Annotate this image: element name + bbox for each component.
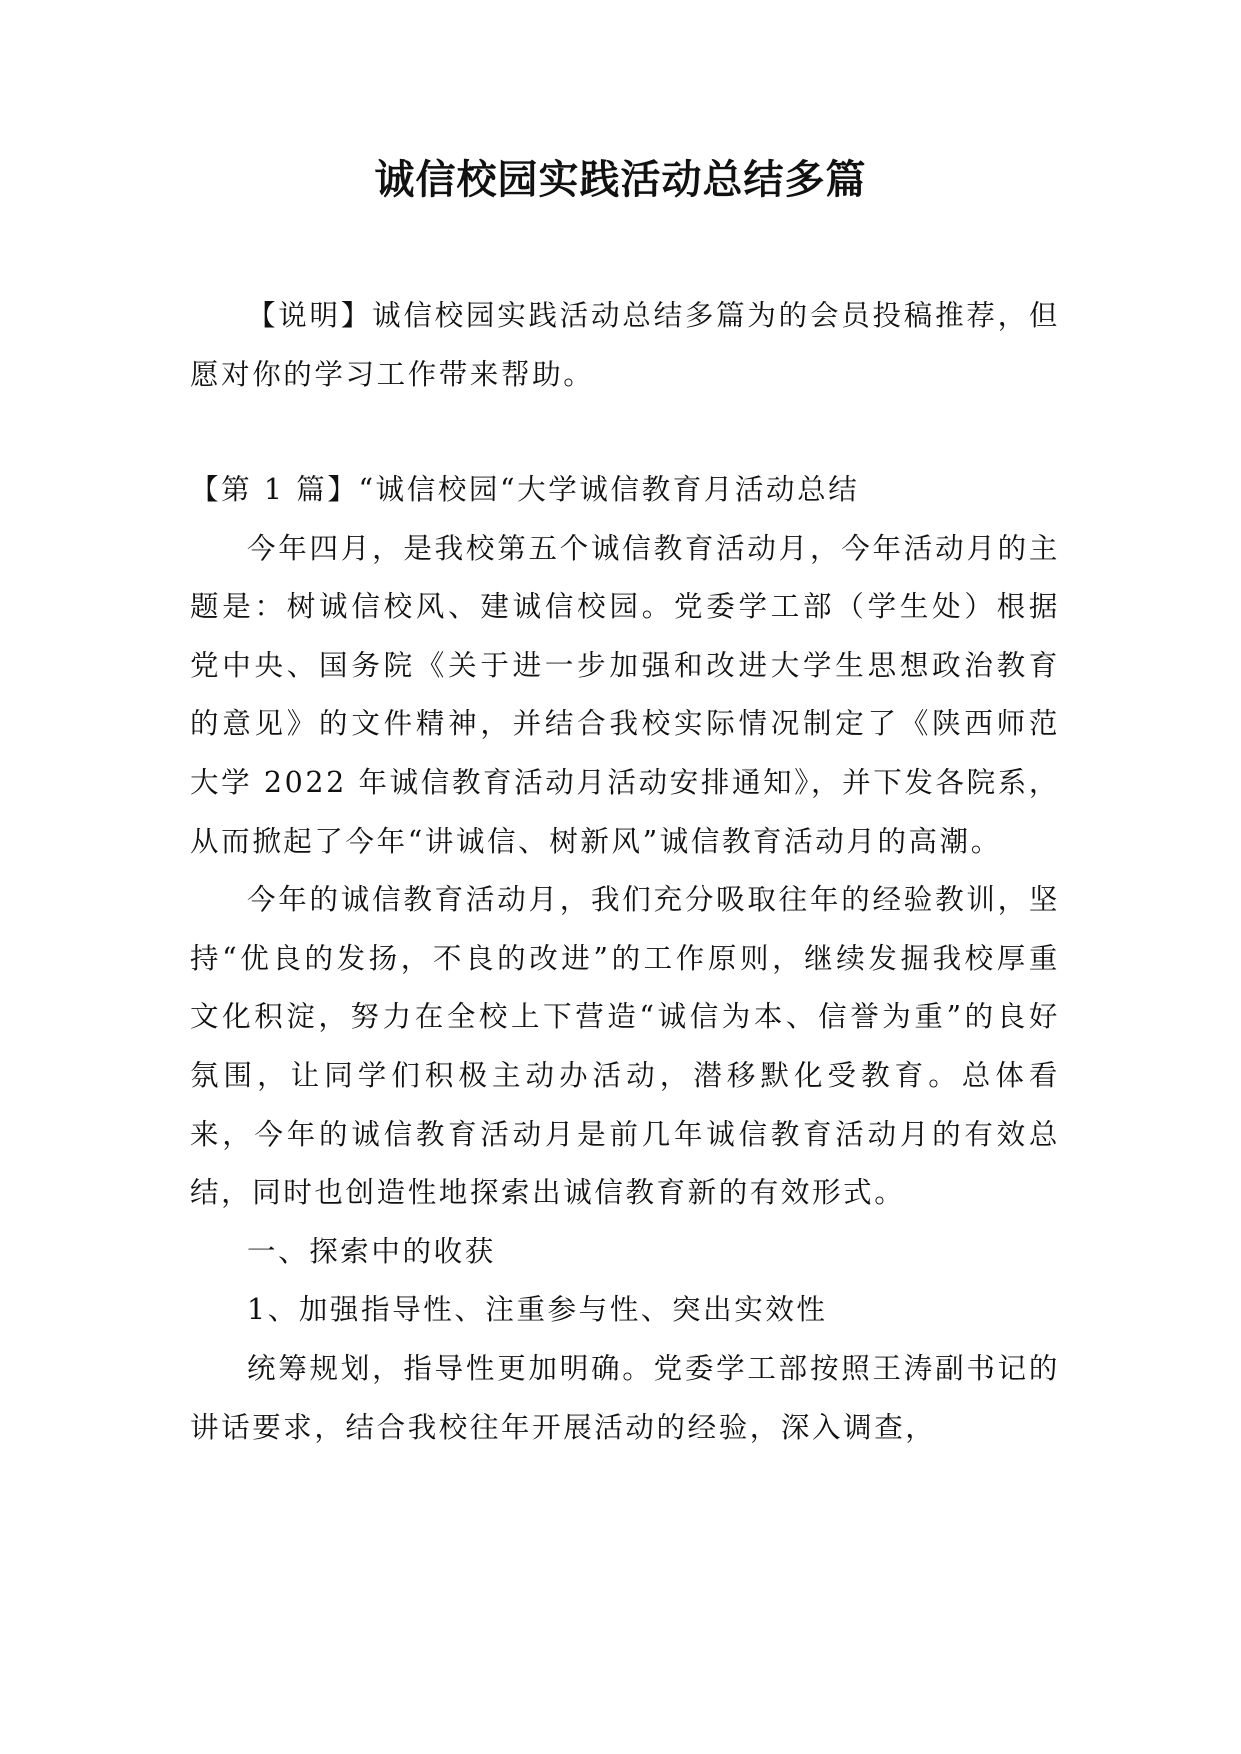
body-paragraph: 今年四月，是我校第五个诚信教育活动月，今年活动月的主题是：树诚信校风、建诚信校园。党委学工部（学生处）根据党中央、国务院《关于进一步加强和改进大学生思想政治教育的意见》的文件精神，并结合我校实际情况制定了《陕西师范大学 2022 年诚信教育活动月活动安排通知》，并下发各院系，从而掀起了今年“讲诚信、树新风”诚信教育活动月的高潮。 (190, 531, 1060, 858)
document-title: 诚信校园实践活动总结多篇 (374, 156, 867, 203)
document-body (190, 461, 1060, 1457)
subheading: 一、探索中的收获 (247, 1234, 496, 1268)
document-note (190, 287, 1060, 404)
note-paragraph: 【说明】诚信校园实践活动总结多篇为的会员投稿推荐，但愿对你的学习工作带来帮助。 (190, 299, 1060, 391)
body-paragraph: 统筹规划，指导性更加明确。党委学工部按照王涛副书记的讲话要求，结合我校往年开展活动的经验，深入调查， (190, 1351, 1060, 1444)
subheading: 1、加强指导性、注重参与性、突出实效性 (247, 1293, 828, 1327)
section-heading: 【第 1 篇】“诚信校园“大学诚信教育月活动总结 (190, 473, 860, 506)
body-paragraph: 今年的诚信教育活动月，我们充分吸取往年的经验教训，坚持“优良的发扬，不良的改进”的工作原则，继续发掘我校厚重文化积淀，努力在全校上下营造“诚信为本、信誉为重”的良好氛围，让同学们积极主动办活动，潜移默化受教育。总体看来，今年的诚信教育活动月是前几年诚信教育活动月的有效总结，同时也创造性地探索出诚信教育新的有效形式。 (190, 883, 1060, 1210)
